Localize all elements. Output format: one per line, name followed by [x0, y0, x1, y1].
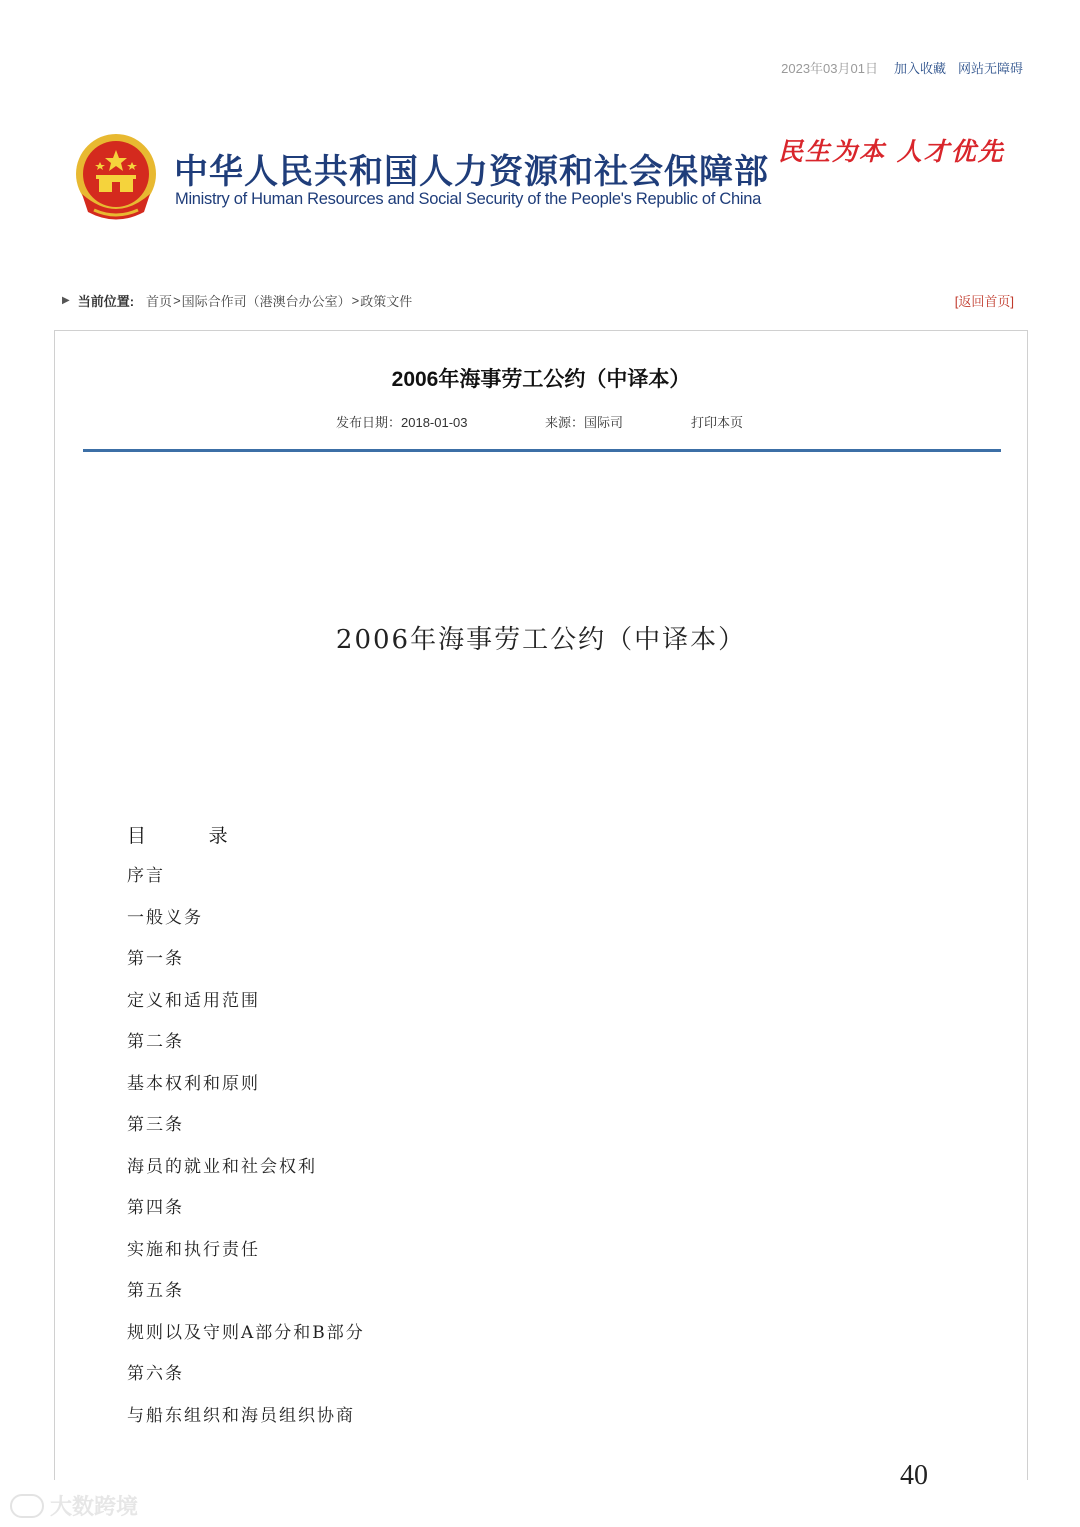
toc-heading: [127, 821, 228, 848]
toc-heading-char: 目: [127, 826, 147, 847]
back-home-link[interactable]: [返回首页]: [954, 294, 1014, 309]
toc-item: 海员的就业和社会权利: [127, 1156, 317, 1177]
breadcrumb-home[interactable]: 首页: [146, 294, 173, 309]
breadcrumb-policy-docs[interactable]: 政策文件: [360, 294, 413, 309]
breadcrumb-label: 当前位置:: [77, 294, 135, 309]
table-of-contents: [127, 861, 365, 1442]
add-bookmark-link[interactable]: 加入收藏: [893, 61, 946, 76]
page-number: 40: [900, 1460, 928, 1491]
toc-item: 一般义务: [127, 907, 203, 928]
top-utility-bar: [781, 58, 1023, 77]
toc-heading-char: 录: [208, 826, 228, 847]
toc-item: 规则以及守则A部分和B部分: [127, 1322, 365, 1343]
current-date: 2023年03月01日: [781, 61, 878, 76]
site-header: [72, 132, 1022, 227]
article-source: 来源：国际司: [545, 415, 624, 430]
publish-date: 发布日期：2018-01-03: [336, 415, 468, 430]
toc-item: 第一条: [127, 949, 184, 969]
print-page-link[interactable]: 打印本页: [691, 415, 744, 430]
triangle-right-icon: ▶: [62, 295, 70, 306]
breadcrumb-department[interactable]: 国际合作司（港澳台办公室）: [181, 294, 351, 309]
toc-item: 基本权利和原则: [127, 1073, 260, 1094]
title-divider: [83, 449, 1001, 452]
ministry-name-en: Ministry of Human Resources and Social Security of the People's Republic of China: [175, 190, 761, 208]
toc-item: 实施和执行责任: [127, 1239, 260, 1260]
breadcrumb-separator: >: [173, 293, 181, 308]
article-panel: [54, 330, 1028, 1480]
toc-item: 第五条: [127, 1281, 184, 1301]
toc-item: 与船东组织和海员组织协商: [127, 1405, 355, 1426]
toc-item: 第三条: [127, 1115, 184, 1135]
article-title: 2006年海事劳工公约（中译本）: [391, 368, 691, 391]
watermark-logo-icon: [10, 1494, 44, 1518]
breadcrumb: [62, 291, 412, 310]
breadcrumb-separator: >: [351, 293, 360, 308]
toc-item: 第四条: [127, 1198, 184, 1218]
toc-item: 序言: [127, 866, 165, 886]
watermark: [10, 1490, 138, 1521]
watermark-text: 大数跨境: [50, 1494, 139, 1519]
slogan-calligraphy: 民生为本 人才优先: [778, 137, 1005, 166]
ministry-name-cn: 中华人民共和国人力资源和社会保障部: [174, 153, 769, 191]
national-emblem-icon: [72, 132, 160, 224]
accessibility-link[interactable]: 网站无障碍: [957, 61, 1023, 76]
toc-item: 定义和适用范围: [127, 990, 260, 1011]
toc-item: 第二条: [127, 1032, 184, 1052]
document-title: 2006年海事劳工公约（中译本）: [335, 625, 747, 655]
toc-item: 第六条: [127, 1364, 184, 1384]
